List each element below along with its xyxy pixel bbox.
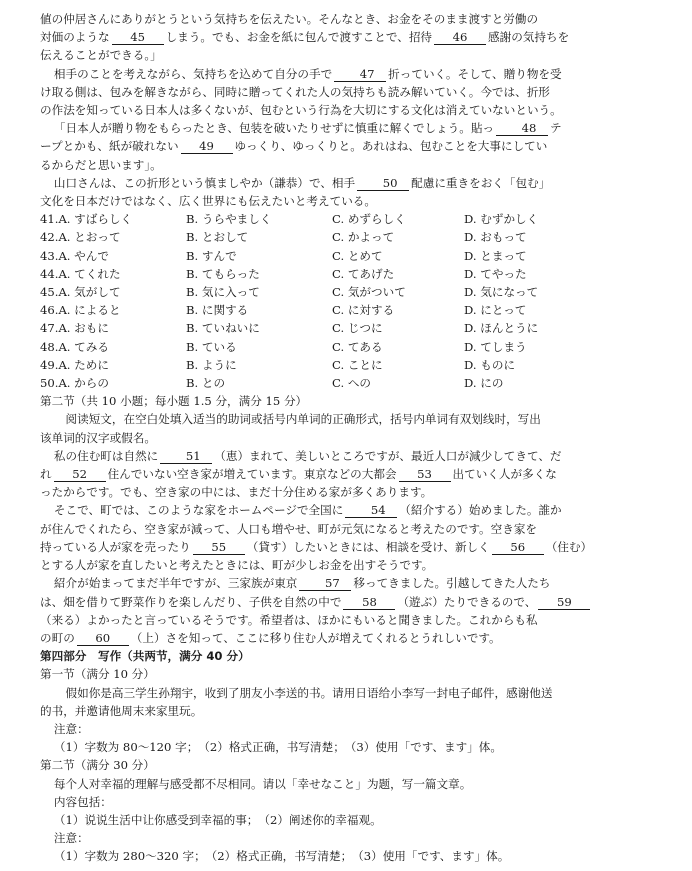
content-label: 内容包括： [53,794,112,809]
option: B. ように [186,357,237,372]
option: B. に関する [186,303,249,318]
option: 42.A. とおって [40,230,121,245]
section-title: 第二节（共 10 小题；每小题 1.5 分，满分 15 分） [40,394,308,409]
option: B. ていねいに [186,321,260,336]
option: B. てもらった [186,266,260,281]
option: 44.A. てくれた [40,266,121,281]
option: D. ものに [464,357,516,372]
section-title: 第一节（满分 10 分） [40,667,155,682]
option: 48.A. てみる [40,339,109,354]
option: D. てしまう [464,339,527,354]
option: 45.A. 気がして [40,285,121,300]
option: 46.A. によると [40,303,121,318]
instruction-line: 阅读短文，在空白处填入适当的助词或括号内单词的正确形式，括号内单词有双划线时，写出 [65,412,541,427]
blank-55: 55 [193,540,245,555]
text-line: ープとかも、紙が破れない 49 ゆっくり、ゆっくりと。あれはね、包むことを大事にしてい [40,139,548,154]
option: B. 気に入って [186,285,260,300]
option: C. への [332,376,372,391]
text-line: るからだと思います」。 [40,157,162,172]
section-2 [40,392,664,447]
option: C. とめて [332,248,383,263]
text-line: 私の住む町は自然に 51 （恵）まれて、美しいところですが、最近人口が減少してきて、だ [53,448,562,463]
prompt-line: 的书，并邀请他周末来家里玩。 [40,703,203,718]
option: D. 気になって [464,285,539,300]
part-4-writing [40,647,664,865]
blank-60: 60 [77,631,129,646]
option: D. にの [464,376,504,391]
passage-2 [40,447,664,647]
text-line: そこで、町では、このような家をホームページで全国に 54 （紹介する）始めました。誰か [53,503,562,518]
blank-57: 57 [299,576,351,591]
note-line: （1）字数为 280～320 字； （2）格式正确，书写清楚； （3）使用「です、ます」体。 [53,849,510,864]
option: C. てあげた [332,266,395,281]
text-line: （来る）よかったと言っているそうです。希望者は、ほかにもいると聞きました。これからも私 [40,612,538,627]
blank-59: 59 [538,595,590,610]
blank-47: 47 [334,67,386,82]
text-line: の作法を知っている日本人は多くないが、包むという行為を大切にする文化は消えていないという。 [40,103,562,118]
option: C. 気がついて [332,285,406,300]
text-line: ったからです。でも、空き家の中には、まだ十分住める家が多くあります。 [40,485,433,500]
blank-53: 53 [399,467,451,482]
option: D. にとって [464,303,527,318]
option: C. じつに [332,321,383,336]
part-title: 第四部分 写作（共两节，满分 40 分） [40,649,250,664]
blank-51: 51 [160,449,212,464]
option: B. とおして [186,230,249,245]
text-line: 相手のことを考えながら、気持ちを込めて自分の手で 47 折っていく。そして、贈り物を受 [53,66,562,81]
option: C. かよって [332,230,395,245]
text-line: 値の仲居さんにありがとうという気持ちを伝えたい。そんなとき、お金をそのまま渡すと労働の [40,12,539,26]
option: B. ている [186,339,237,354]
instruction-line: 该单词的汉字或假名。 [40,430,156,445]
section-title: 第二节（满分 30 分） [40,758,155,773]
note-label: 注意： [53,831,89,846]
text-line: 「日本人が贈り物をもらったとき、包装を破いたりせずに慎重に解くでしょう。貼っ 48 テ [53,121,562,136]
option: D. てやった [464,266,527,281]
text-line: け取る側は、包みを解きながら、同時に贈ってくれた人の気持ちも読み解いていく。今では、折形 [40,84,550,99]
option: C. めずらしく [332,212,406,227]
text-line: れ 52 住んでいない空き家が増えています。東京などの大都会 53 出ていく人が多くな [40,467,557,482]
blank-56: 56 [492,540,544,555]
blank-58: 58 [343,595,395,610]
option: 41.A. すばらしく [40,212,133,227]
blank-50: 50 [357,176,409,191]
answer-options [40,210,664,392]
blank-49: 49 [181,139,233,154]
option: 49.A. ために [40,357,109,372]
option: B. すんで [186,248,237,263]
prompt-line: 每个人对幸福的理解与感受都不尽相同。请以「幸せなこと」为题，写一篇文章。 [53,776,472,791]
option: C. てある [332,339,383,354]
blank-45: 45 [112,30,164,45]
option: D. ほんとうに [464,321,539,336]
prompt-line: 假如你是高三学生孙翔宇，收到了朋友小李送的书。请用日语给小李写一封电子邮件，感谢他送 [65,685,553,700]
text-line: 紹介が始まってまだ半年ですが、三家族が東京 57 移ってきました。引越してきた人たち [53,576,551,591]
content-line: （1）说说生活中让你感受到幸福的事； （2）阐述你的幸福观。 [53,812,382,827]
blank-52: 52 [54,467,106,482]
note-line: （1）字数为 80～120 字； （2）格式正确，书写清楚； （3）使用「です、ます」体。 [53,740,502,755]
option: C. ことに [332,357,383,372]
passage-1 [40,10,664,210]
option: D. とまって [464,248,527,263]
text-line: が住んでくれたら、空き家が減って、人口も増やせ、町が元気になると考えたのです。空き家を [40,521,538,536]
blank-46: 46 [434,30,486,45]
text-line: 持っている人が家を売ったり 55 （貸す）したいときには、相談を受け、新しく 56 （住む） [40,539,593,554]
option: D. おもって [464,230,527,245]
blank-48: 48 [496,121,548,136]
note-label: 注意： [53,721,89,736]
text-line: 山口さんは、この折形という慎ましやか（謙恭）で、相手 50 配慮に重きをおく「包む」 [53,175,551,190]
text-line: とする人が家を直したいと考えたときには、町が少しお金を出すそうです。 [40,558,434,573]
option: 47.A. おもに [40,321,109,336]
option: 43.A. やんで [40,248,109,263]
option: B. との [186,376,226,391]
blank-54: 54 [345,503,397,518]
text-line: 伝えることができる。」 [40,48,162,63]
text-line: の町の 60 （上）さを知って、ここに移り住む人が増えてくれるとうれしいです。 [40,630,501,645]
text-line: 対価のような 45 しまう。でも、お金を紙に包んで渡すことで、招待 46 感謝の気持ちを [40,30,570,45]
text-line: 文化を日本だけではなく、広く世界にも伝えたいと考えている。 [40,194,376,209]
option: D. むずかしく [464,212,539,227]
text-line: は、畑を借りて野菜作りを楽しんだり、子供を自然の中で 58 （遊ぶ）たりできるので、 59 [40,593,664,611]
option: C. に対する [332,303,395,318]
option: B. うらやましく [186,212,272,227]
option: 50.A. からの [40,376,109,391]
